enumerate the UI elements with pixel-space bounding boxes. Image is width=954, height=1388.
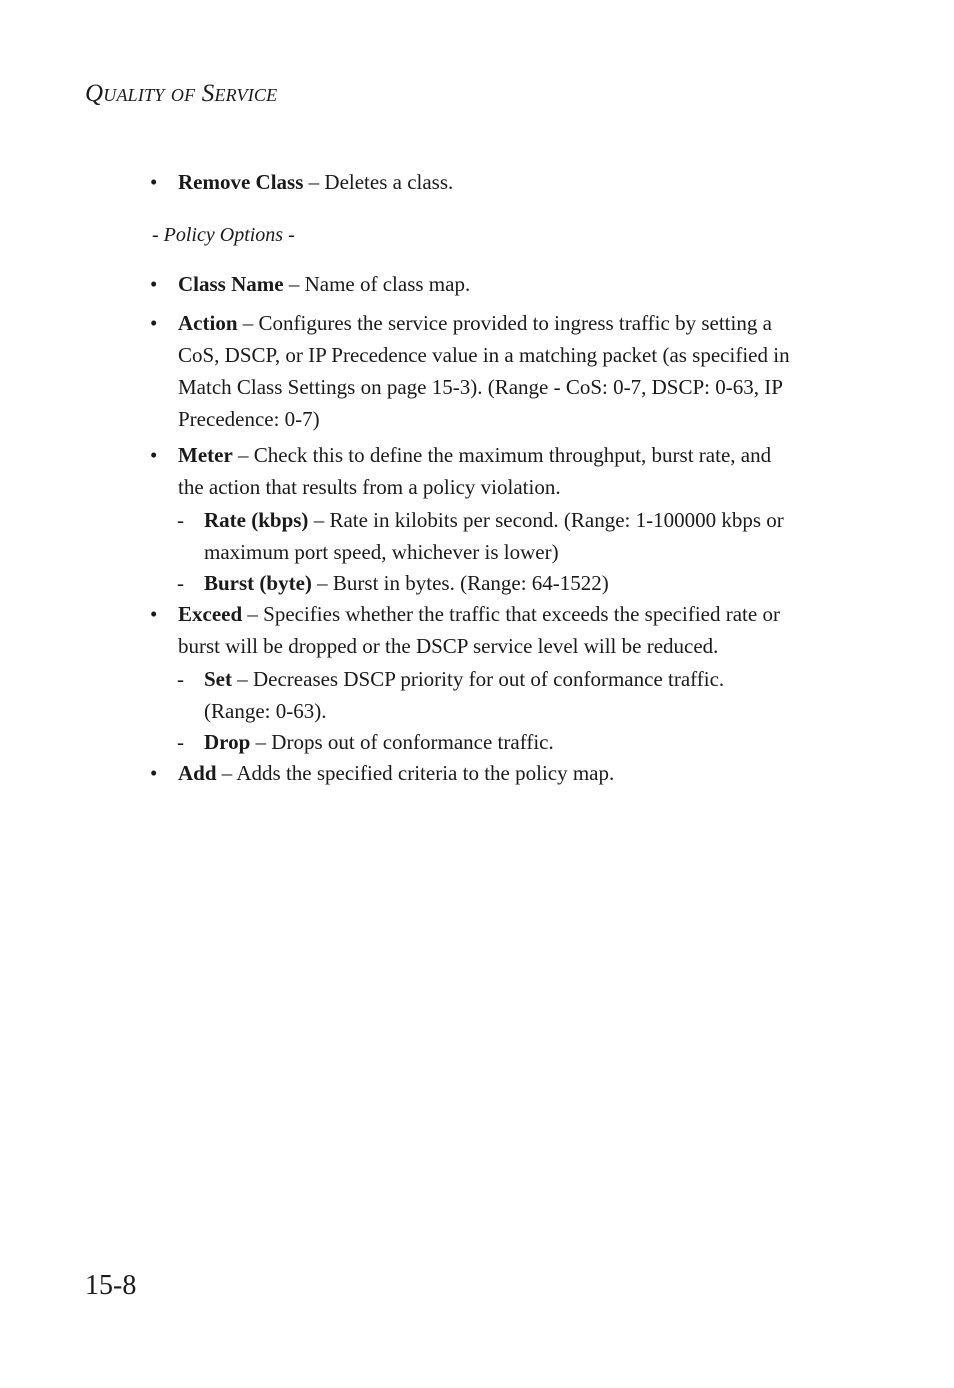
term-description: (Range: 0-63). bbox=[204, 699, 327, 723]
dash-icon: - bbox=[177, 571, 184, 595]
term-label: Action bbox=[178, 311, 238, 335]
bullet-icon: • bbox=[150, 443, 158, 467]
term-label: Rate (kbps) bbox=[204, 508, 309, 532]
bullet-icon: • bbox=[150, 272, 158, 296]
term-description: – Rate in kilobits per second. (Range: 1-100000 kbps or bbox=[308, 508, 784, 532]
term-label: Set bbox=[204, 667, 232, 691]
bullet-icon: • bbox=[150, 761, 158, 785]
sub-item-rate bbox=[177, 504, 850, 568]
term-description: maximum port speed, whichever is lower) bbox=[204, 540, 559, 564]
term-description: Precedence: 0-7) bbox=[178, 407, 320, 431]
term-label: Exceed bbox=[178, 602, 243, 626]
dash-icon: - bbox=[177, 667, 184, 691]
bullet-icon: • bbox=[150, 170, 158, 194]
term-description: – Drops out of conformance traffic. bbox=[250, 730, 554, 754]
bullet-icon: • bbox=[150, 602, 158, 626]
term-description: – Specifies whether the traffic that exceeds the specified rate or bbox=[242, 602, 780, 626]
sub-item-set bbox=[177, 663, 850, 727]
term-description: – Name of class map. bbox=[283, 272, 471, 296]
page-number: 15-8 bbox=[85, 1270, 137, 1301]
term-label: Drop bbox=[204, 730, 251, 754]
term-description: Match Class Settings on page 15-3). (Range - CoS: 0-7, DSCP: 0-63, IP bbox=[178, 375, 783, 399]
sub-item-burst bbox=[177, 567, 850, 599]
sub-item-drop bbox=[177, 726, 850, 758]
list-item-add bbox=[150, 757, 850, 789]
term-description: – Decreases DSCP priority for out of conformance traffic. bbox=[232, 667, 725, 691]
dash-icon: - bbox=[177, 730, 184, 754]
term-description: – Check this to define the maximum throughput, burst rate, and bbox=[232, 443, 772, 467]
term-description: burst will be dropped or the DSCP service level will be reduced. bbox=[178, 634, 719, 658]
term-label: Class Name bbox=[178, 272, 284, 296]
term-label: Remove Class bbox=[178, 170, 304, 194]
term-description: CoS, DSCP, or IP Precedence value in a matching packet (as specified in bbox=[178, 343, 790, 367]
list-item-class-name bbox=[150, 268, 850, 300]
term-label: Meter bbox=[178, 443, 233, 467]
term-description: the action that results from a policy violation. bbox=[178, 475, 561, 499]
term-description: – Adds the specified criteria to the policy map. bbox=[216, 761, 615, 785]
term-description: – Burst in bytes. (Range: 64-1522) bbox=[311, 571, 609, 595]
section-label: - Policy Options - bbox=[152, 224, 295, 246]
term-description: – Deletes a class. bbox=[303, 170, 454, 194]
bullet-icon: • bbox=[150, 311, 158, 335]
term-label: Add bbox=[178, 761, 217, 785]
list-item-meter bbox=[150, 439, 850, 503]
term-label: Burst (byte) bbox=[204, 571, 312, 595]
dash-icon: - bbox=[177, 508, 184, 532]
list-item-action bbox=[150, 307, 850, 435]
term-description: – Configures the service provided to ingress traffic by setting a bbox=[237, 311, 772, 335]
running-header: Quality of Service bbox=[85, 80, 278, 107]
list-item-exceed bbox=[150, 598, 850, 662]
list-item-remove-class bbox=[150, 166, 850, 198]
